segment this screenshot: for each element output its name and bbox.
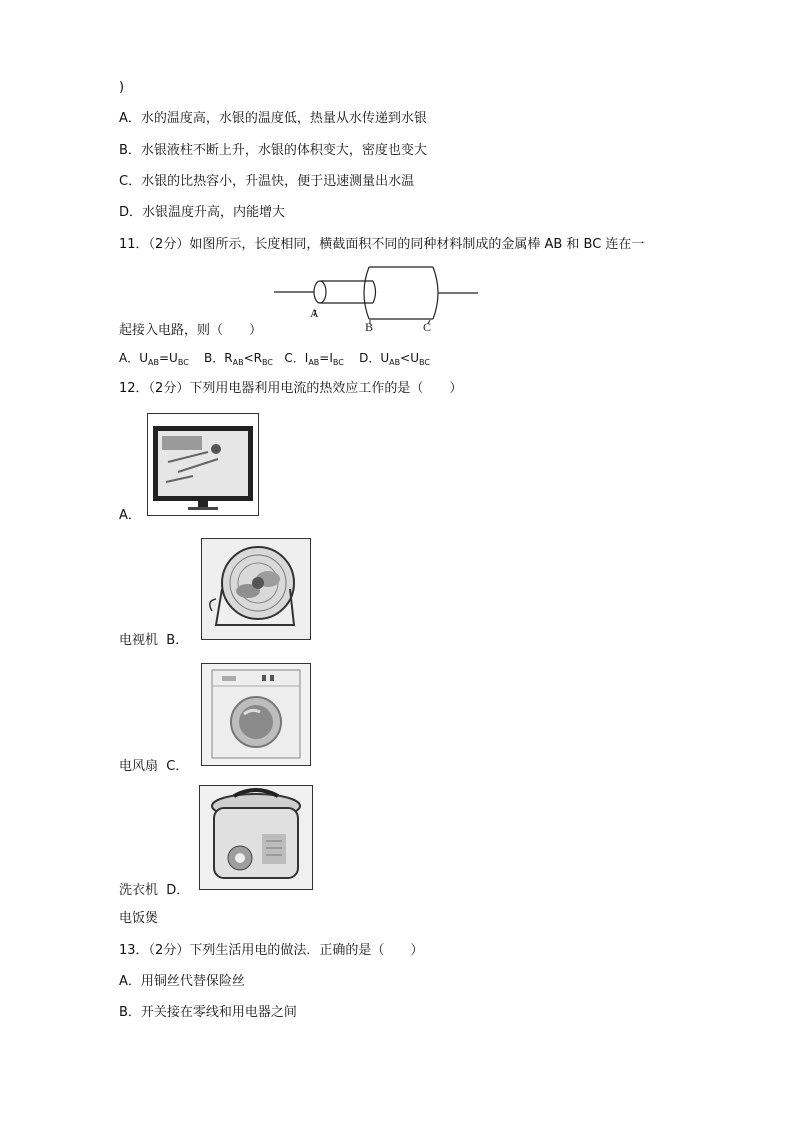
q10-option-c: C．水银的比热容小，升温快，便于迅速测量出水温	[119, 174, 415, 189]
q12-option-a-letter: A．	[119, 508, 141, 523]
q11-option-d: D．$U_{AB}<U_{BC}$	[359, 351, 430, 367]
q12-option-b-letter: B．	[166, 633, 189, 648]
q12-option-d-caption: 电饭煲	[119, 911, 159, 926]
label-c: C	[423, 320, 432, 334]
q11-stem: 11．（2分）如图所示，长度相同，横截面积不同的同种材料制成的金属棒 AB 和 BC 连在一	[119, 237, 645, 252]
q13-option-a: A．用铜丝代替保险丝	[119, 974, 245, 989]
q13-stem: 13．（2分）下列生活用电的做法．正确的是（ ）	[119, 943, 424, 958]
q12-option-a-caption: 电视机 B．	[119, 633, 189, 648]
q11-option-a: A．$U_{AB}=U_{BC}$	[119, 351, 189, 367]
rice-cooker-image	[199, 785, 313, 890]
tv-image	[147, 413, 259, 516]
q11-options	[119, 349, 430, 372]
q12-stem: 12．（2分）下列用电器利用电流的热效应工作的是（ ）	[119, 381, 463, 396]
q12-option-b-caption: 电风扇 C．	[119, 759, 189, 774]
metal-rods-figure	[272, 262, 480, 334]
q10-option-b: B．水银液柱不断上升，水银的体积变大，密度也变大	[119, 143, 427, 158]
q10-option-d: D．水银温度升高，内能增大	[119, 205, 286, 220]
washing-machine-image	[201, 663, 311, 766]
q13-option-b: B．开关接在零线和用电器之间	[119, 1005, 297, 1020]
fan-image	[201, 538, 311, 640]
q10-option-a: A．水的温度高，水银的温度低，热量从水传递到水银	[119, 111, 427, 126]
q11-stem-tail: 起接入电路，则（ ）	[119, 323, 263, 338]
label-b: B	[365, 320, 374, 334]
q12-option-d-letter: D．	[166, 883, 190, 898]
q12-option-c-letter: C．	[166, 759, 189, 774]
label-a: A	[310, 306, 319, 320]
continued-paren: )	[119, 80, 125, 95]
q11-option-c: C．$I_{AB}=I_{BC}$	[284, 351, 344, 367]
q11-option-b: B．$R_{AB}<R_{BC}$	[204, 351, 273, 367]
q12-option-c-caption: 洗衣机 D．	[119, 883, 190, 898]
